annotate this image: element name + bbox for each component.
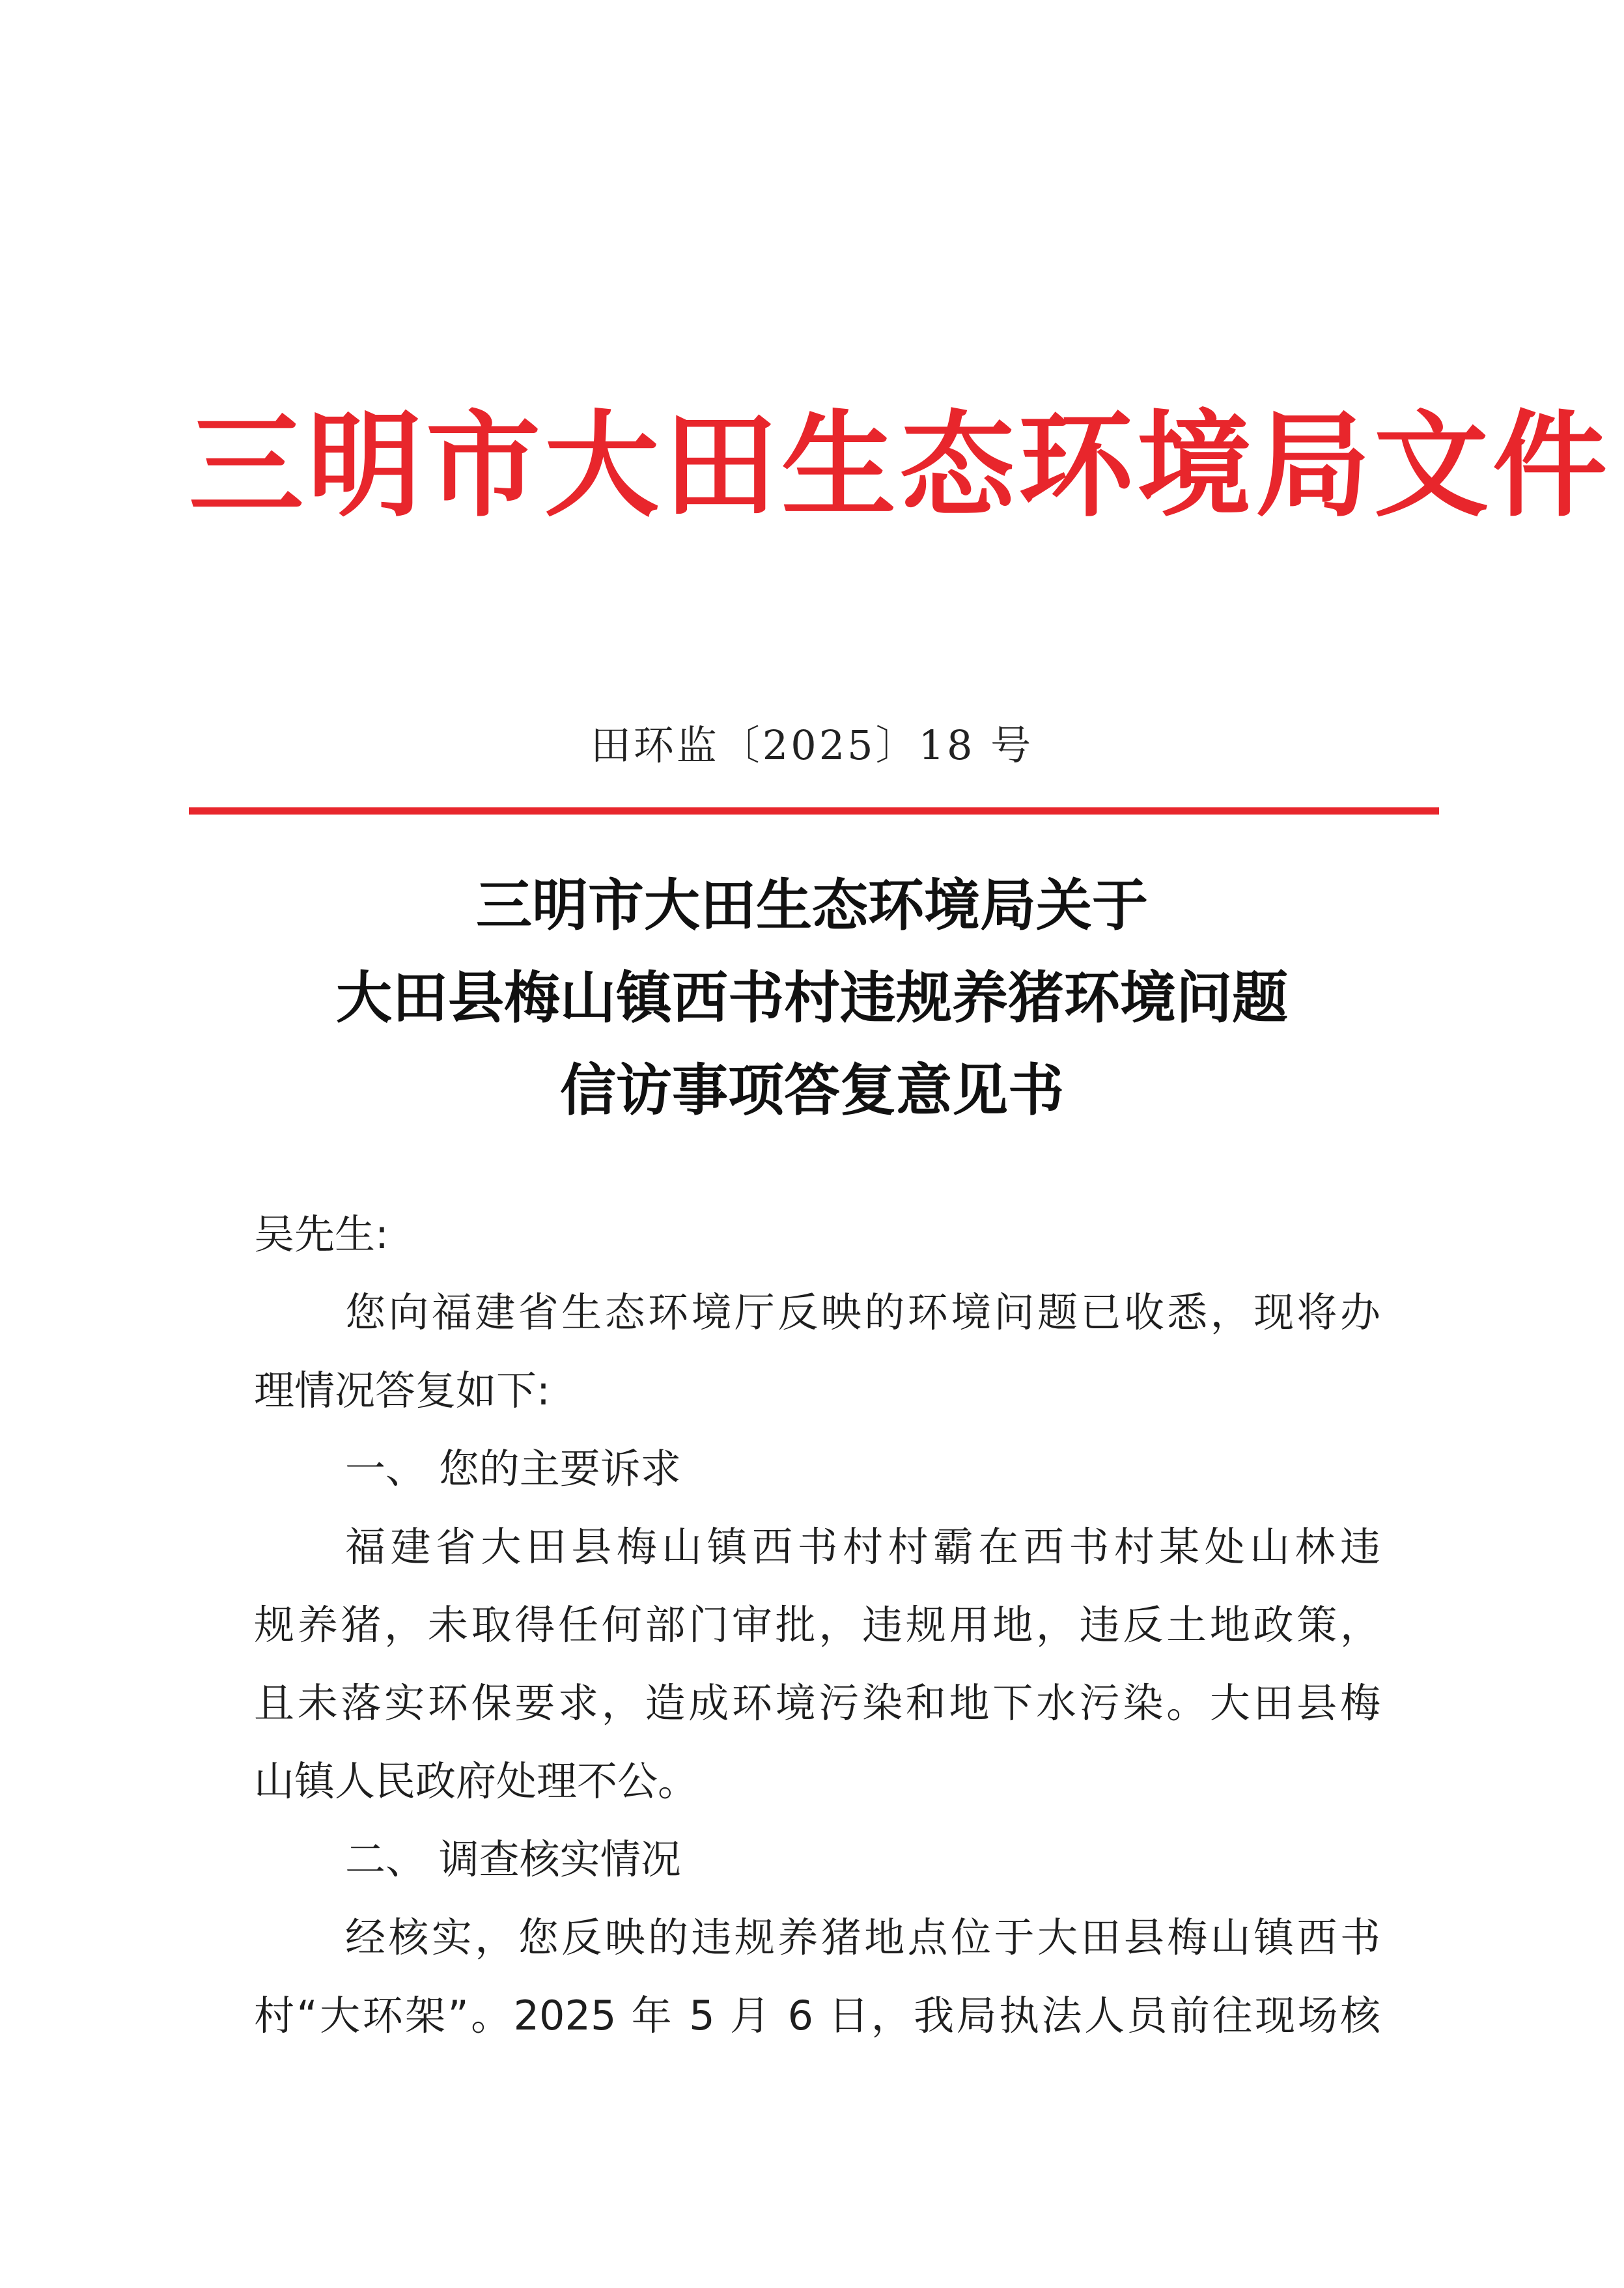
- document-subject: [0, 859, 1624, 1137]
- section-2-heading: 二、 调查核实情况: [345, 1835, 681, 1883]
- section-1-line: 规养猪，未取得任何部门审批，违规用地，违反土地政策，: [254, 1601, 1380, 1649]
- section-1-line: 山镇人民政府处理不公。: [254, 1757, 699, 1805]
- subject-line-3: 信访事项答复意见书: [560, 1057, 1064, 1123]
- section-2-line: 经核实，您反映的违规养猪地点位于大田县梅山镇西书: [345, 1914, 1380, 1961]
- section-1-line: 且未落实环保要求，造成环境污染和地下水污染。大田县梅: [254, 1679, 1380, 1727]
- header-red-rule: [189, 807, 1439, 815]
- section-1-line: 福建省大田县梅山镇西书村村霸在西书村某处山林违: [345, 1523, 1380, 1570]
- section-2-line: 村“大环架”。2025 年 5 月 6 日，我局执法人员前往现场核: [254, 1992, 1380, 2039]
- subject-line-1: 三明市大田生态环境局关于: [476, 872, 1148, 938]
- intro-line: 理情况答复如下:: [254, 1367, 550, 1414]
- document-header-title: 三明市大田生态环境局文件: [189, 398, 1612, 533]
- document-number: 田环监〔2025〕18 号: [590, 721, 1034, 769]
- intro-line: 您向福建省生态环境厅反映的环境问题已收悉，现将办: [345, 1289, 1380, 1336]
- subject-line-2: 大田县梅山镇西书村违规养猪环境问题: [336, 965, 1288, 1031]
- section-1-heading: 一、 您的主要诉求: [345, 1445, 681, 1492]
- salutation: 吴先生:: [254, 1210, 389, 1258]
